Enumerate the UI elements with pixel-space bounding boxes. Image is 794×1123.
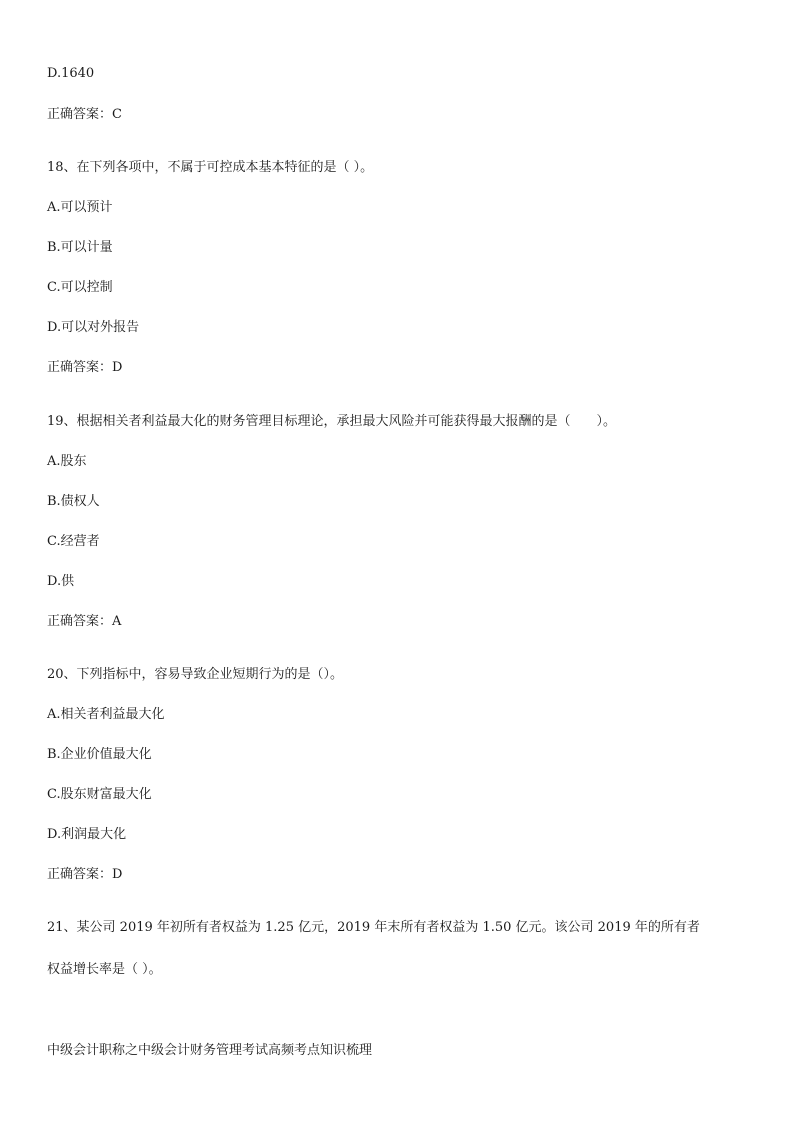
question-20-option-d: D.利润最大化 — [47, 827, 127, 842]
question-18-option-d: D.可以对外报告 — [47, 320, 140, 335]
question-19-stem: 19、根据相关者利益最大化的财务管理目标理论，承担最大风险并可能获得最大报酬的是（ ）。 — [47, 414, 617, 429]
question-21-stem-line1: 21、某公司 2019 年初所有者权益为 1.25 亿元，2019 年末所有者权益为 1.50 亿元。该公司 2019 年的所有者 — [47, 920, 700, 935]
answer-18: 正确答案：D — [47, 360, 123, 375]
question-20-option-a: A.相关者利益最大化 — [47, 707, 165, 722]
answer-19: 正确答案：A — [47, 614, 122, 629]
question-19-option-d: D.供 — [47, 574, 75, 589]
question-20-stem: 20、下列指标中，容易导致企业短期行为的是（）。 — [47, 667, 344, 682]
page-footer: 中级会计职称之中级会计财务管理考试高频考点知识梳理 — [47, 1043, 373, 1058]
question-18-option-a: A.可以预计 — [47, 200, 113, 215]
question-18-option-b: B.可以计量 — [47, 240, 113, 255]
question-19-option-a: A.股东 — [47, 454, 87, 469]
question-18-stem: 18、在下列各项中，不属于可控成本基本特征的是（ ）。 — [47, 160, 374, 175]
question-18-option-c: C.可以控制 — [47, 280, 113, 295]
question-20-option-b: B.企业价值最大化 — [47, 747, 152, 762]
option-d-prev: D.1640 — [47, 66, 95, 81]
question-19-option-c: C.经营者 — [47, 534, 100, 549]
answer-20: 正确答案：D — [47, 867, 123, 882]
question-21-stem-line2: 权益增长率是（ ）。 — [47, 962, 162, 977]
answer-17: 正确答案：C — [47, 107, 122, 122]
question-20-option-c: C.股东财富最大化 — [47, 787, 152, 802]
question-19-option-b: B.债权人 — [47, 494, 100, 509]
